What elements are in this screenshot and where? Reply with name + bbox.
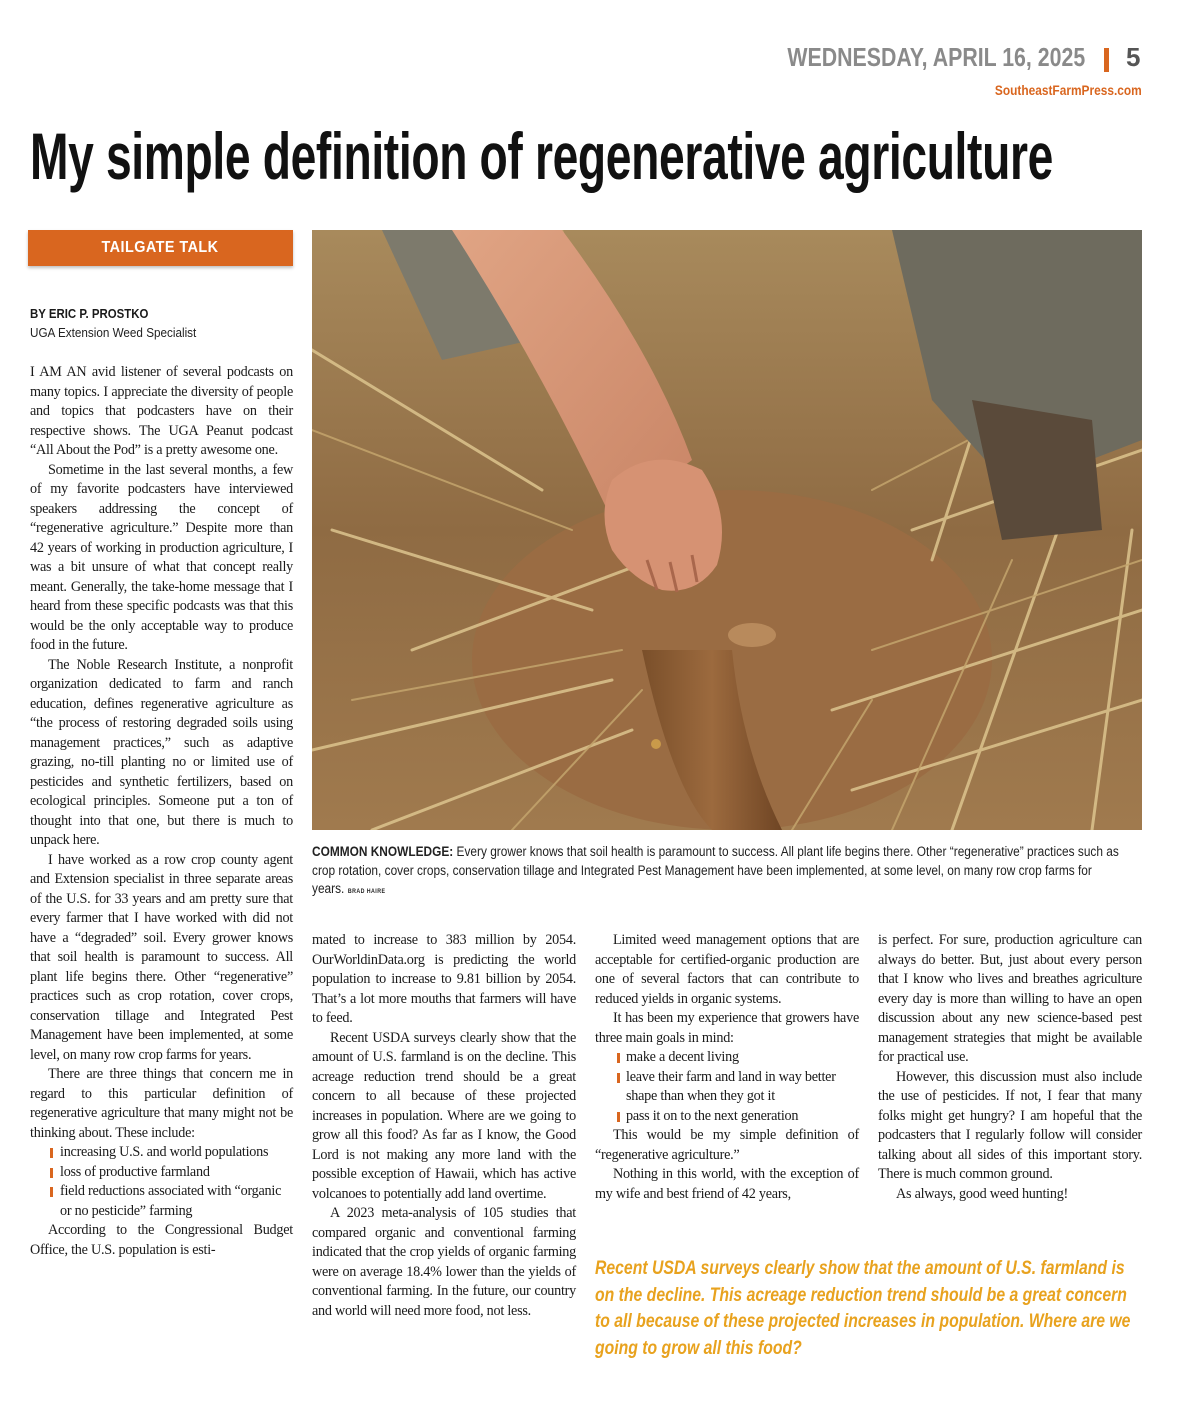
paragraph: Limited weed management options that are acceptable for certified-organic production are one of several factors that can contribute to reduced yields in organic systems. [595, 932, 859, 1007]
section-banner [28, 230, 293, 266]
masthead-divider [1104, 48, 1109, 72]
paragraph: This would be my simple definition of “regenerative agriculture.” [595, 1127, 859, 1163]
list-item: make a decent living [595, 1048, 859, 1068]
paragraph: The Noble Research Institute, a nonprofit organization dedicated to farm and ranch education, defines regenerative agriculture as “the process of restoring degraded soils using management practices,” such as adaptive grazing, no-till planting no or limited use of pesticides and synthetic fertilizers, based on ecological principles. Someone put a ton of thought into that one, but there is much to unpack here. [30, 656, 293, 848]
caption-lead: COMMON KNOWLEDGE: [312, 844, 454, 859]
list-item: pass it on to the next generation [595, 1107, 859, 1127]
photo-caption [312, 843, 1142, 902]
list-item: increasing U.S. and world populations [30, 1143, 293, 1163]
section-label: TAILGATE TALK [101, 239, 220, 256]
paragraph: There are three things that concern me in regard to this particular definition of regenerative agriculture that many might not be thinking about. These include: [30, 1066, 293, 1141]
article-headline: My simple definition of regenerative agriculture [30, 119, 1053, 193]
paragraph: Nothing in this world, with the exception of my wife and best friend of 42 years, [595, 1166, 859, 1202]
goals-list [595, 1048, 859, 1126]
author-title: UGA Extension Weed Specialist [30, 325, 197, 340]
caption-text: Every grower knows that soil health is paramount to success. All plant life begins there. Other “regenerative” practices such as crop rotation, cover crops, conservation tillage and Integrated Pest Management have been implemented, at some level, on many row crop farms for years. [312, 844, 1119, 896]
pull-quote [595, 1256, 1155, 1362]
paragraph: A 2023 meta-analysis of 105 studies that compared organic and conventional farming indicated that the crop yields of organic farming were on average 18.4% lower than the yields of conventional farming. In the future, our country and world will need more food, not less. [312, 1205, 576, 1319]
page-number: 5 [1126, 42, 1141, 72]
soil-hand-photo [312, 230, 1142, 830]
article-column-1 [30, 363, 293, 1260]
article-photo [312, 230, 1142, 830]
paragraph: I have worked as a row crop county agent and Extension specialist in three separate areas of the U.S. for 33 years and am pretty sure that every farmer that I have worked with did not have a “degraded” soil. Every grower knows that soil health is paramount to success. All plant life begins there. Other “regenerative” practices such as crop rotation, cover crops, conservation tillage and Integrated Pest Management have been implemented, at some level, on many row crop farms for years. [30, 851, 293, 1063]
list-item: loss of productive farmland [30, 1163, 293, 1183]
paragraph: Recent USDA surveys clearly show that the amount of U.S. farmland is on the decline. This acreage reduction trend should be a great concern to all because of these projected increases in population. Where are we going to grow all this food? As far as I know, the Good Lord is not making any more land with the possible exception of Hawaii, which has active volcanoes to potentially add land overtime. [312, 1029, 576, 1202]
paragraph: I AM AN avid listener of several podcasts on many topics. I appreciate the diversity of people and topics that podcasters have on their respective shows. The UGA Peanut podcast “All About the Pod” is a pretty awesome one. [30, 364, 293, 458]
paragraph: mated to increase to 383 million by 2054. OurWorldinData.org is predicting the world population to increase to 9.81 billion by 2054. That’s a lot more mouths that farmers will have to feed. [312, 932, 576, 1026]
list-item: field reductions associated with “organic or no pesticide” farming [30, 1182, 293, 1221]
paragraph: Sometime in the last several months, a few of my favorite podcasters have interviewed speakers addressing the concept of “regenerative agriculture.” Despite more than 42 years of working in production agriculture, I was a bit unsure of what that concept really meant. Generally, the take-home message that I heard from these specific podcasts was that this would be the only acceptable way to produce food in the future. [30, 461, 293, 653]
pull-quote-text: Recent USDA surveys clearly show that the amount of U.S. farmland is on the decline. This acreage reduction trend should be a great concern to all because of these projected increases in population. Where are we going to grow all this food? [595, 1258, 1131, 1359]
paragraph: is perfect. For sure, production agriculture can always do better. But, just about every person that I know who lives and breathes agriculture every day is more than willing to have an open discussion about any new science-based pest management strategies that might be available for practical use. [878, 932, 1142, 1065]
paragraph: However, this discussion must also include the use of pesticides. If not, I fear that many folks might get hungry? I am hopeful that the podcasters that I regularly follow will consider talking about all sides of this important story. There is much common ground. [878, 1068, 1142, 1182]
list-item: leave their farm and land in way better shape than when they got it [595, 1068, 859, 1107]
article-column-4 [878, 931, 1142, 1204]
article-column-3 [595, 931, 859, 1204]
paragraph: As always, good weed hunting! [896, 1185, 1069, 1202]
article-column-2 [312, 931, 576, 1321]
paragraph: According to the Congressional Budget Office, the U.S. population is esti- [30, 1222, 293, 1258]
byline: BY ERIC P. PROSTKO [30, 306, 149, 321]
site-url[interactable]: SoutheastFarmPress.com [995, 82, 1142, 98]
paragraph: It has been my experience that growers have three main goals in mind: [595, 1010, 859, 1046]
concerns-list [30, 1143, 293, 1221]
photo-credit: BRAD HAIRE [347, 889, 386, 895]
issue-date: WEDNESDAY, APRIL 16, 2025 [787, 42, 1085, 72]
